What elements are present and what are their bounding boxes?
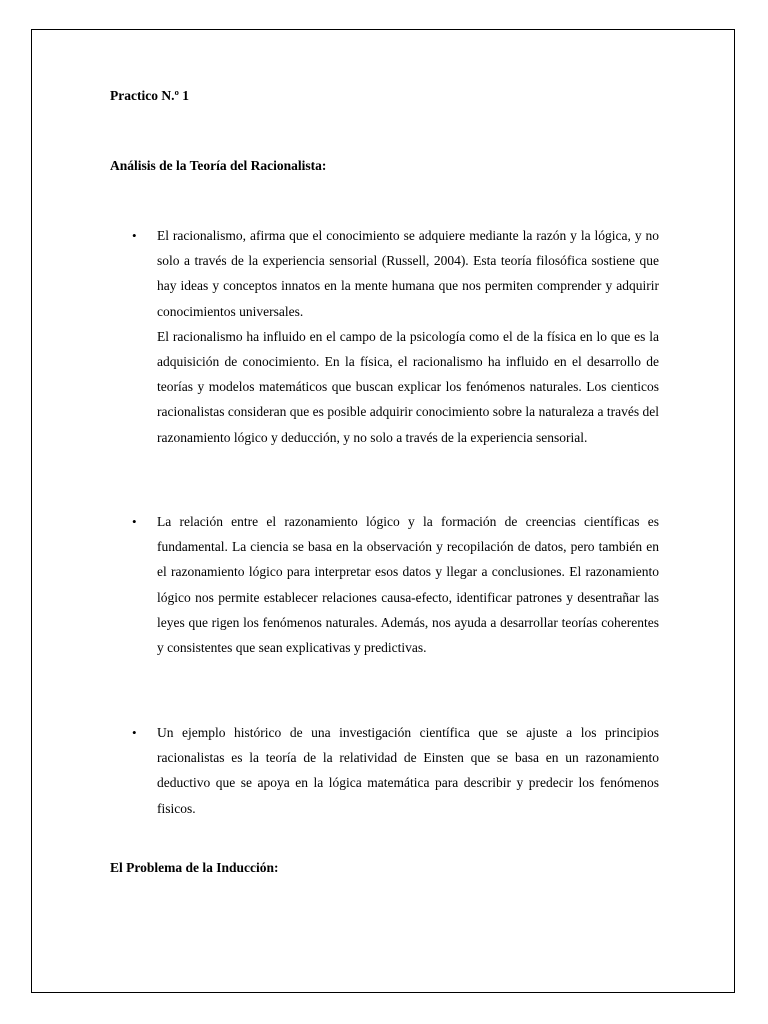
paragraph: El racionalismo, afirma que el conocimiento se adquiere mediante la razón y la lógica, y no solo a través de la experiencia sensorial (Russell, 2004). Esta teoría filosófica sostiene que hay ideas y conceptos innatos en la mente humana que nos permiten comprender y adquirir conocimientos universales. — [157, 228, 659, 319]
section-heading-induction: El Problema de la Inducción: — [110, 860, 279, 875]
section-heading-rationalism: Análisis de la Teoría del Racionalista: — [110, 158, 327, 173]
bullet-icon: • — [132, 514, 137, 529]
bullet-icon: • — [132, 725, 137, 740]
bullet-icon: • — [132, 228, 137, 243]
paragraph: El racionalismo ha influido en el campo de la psicología como el de la física en lo que es la adquisición de conocimiento. En la física, el racionalismo ha influido en el desarrollo de teorías y modelos matemáticos que buscan explicar los fenómenos naturales. Los cienticos racionalistas consideran que es posible adquirir conocimiento sobre la naturaleza a través del razonamiento lógico y deducción, y no solo a través de la experiencia sensorial. — [157, 328, 659, 445]
bullet-text — [157, 223, 659, 450]
bullet-text — [157, 509, 659, 660]
document-title: Practico N.º 1 — [110, 88, 190, 103]
bullet-text — [157, 720, 659, 821]
paragraph: La relación entre el razonamiento lógico y la formación de creencias científicas es fundamental. La ciencia se basa en la observación y recopilación de datos, pero también en el razonamiento lógico para interpretar esos datos y llegar a conclusiones. El razonamiento lógico nos permite establecer relaciones causa-efecto, identificar patrones y desentrañar las leyes que rigen los fenómenos naturales. Además, nos ayuda a desarrollar teorías coherentes y consistentes que sean explicativas y predictivas. — [157, 514, 659, 656]
paragraph: Un ejemplo histórico de una investigación científica que se ajuste a los principios racionalistas es la teoría de la relatividad de Einsten que se basa en un razonamiento deductivo que se apoya en la lógica matemática para describir y predecir los fenómenos fisicos. — [157, 725, 659, 816]
document-page — [31, 29, 735, 993]
